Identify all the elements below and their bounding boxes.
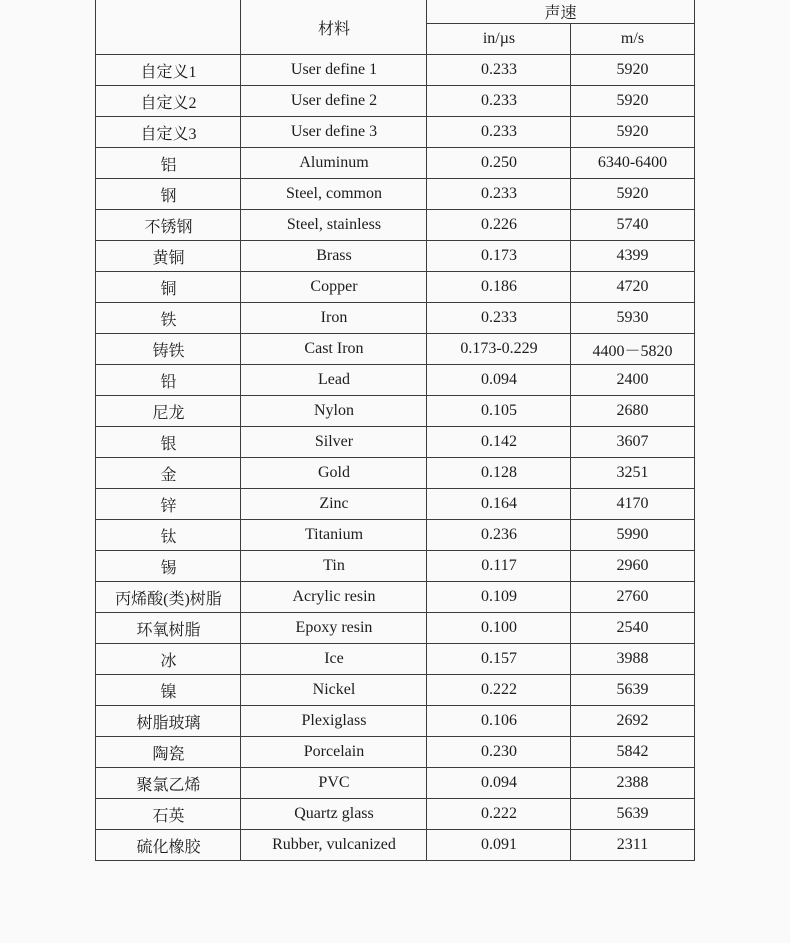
velocity-in-per-us: 0.100: [427, 613, 571, 644]
velocity-m-per-s: 2311: [571, 830, 694, 861]
material-name-en: Steel, stainless: [241, 210, 427, 241]
material-name-zh: 铅: [96, 365, 241, 396]
table-row: [96, 737, 694, 768]
material-name-zh: 硫化橡胶: [96, 830, 241, 861]
velocity-in-per-us: 0.142: [427, 427, 571, 458]
material-name-en: Rubber, vulcanized: [241, 830, 427, 861]
velocity-m-per-s: 5920: [571, 55, 694, 86]
material-name-en: Titanium: [241, 520, 427, 551]
velocity-m-per-s: 3251: [571, 458, 694, 489]
velocity-m-per-s: 5842: [571, 737, 694, 768]
material-name-zh: 银: [96, 427, 241, 458]
table-row: [96, 365, 694, 396]
material-name-zh: 钢: [96, 179, 241, 210]
material-name-en: Nylon: [241, 396, 427, 427]
velocity-m-per-s: 4399: [571, 241, 694, 272]
table-row: [96, 644, 694, 675]
table-row: [96, 799, 694, 830]
table-header: [96, 0, 694, 55]
velocity-in-per-us: 0.230: [427, 737, 571, 768]
table-row: [96, 768, 694, 799]
table-row: [96, 396, 694, 427]
material-name-en: Ice: [241, 644, 427, 675]
velocity-in-per-us: 0.105: [427, 396, 571, 427]
material-name-zh: 铁: [96, 303, 241, 334]
header-cell-material: 材料: [241, 0, 427, 55]
velocity-in-per-us: 0.117: [427, 551, 571, 582]
table-row: [96, 613, 694, 644]
velocity-m-per-s: 4400－5820: [571, 334, 694, 365]
header-cell-unit-in-us: in/µs: [427, 24, 571, 55]
velocity-m-per-s: 5990: [571, 520, 694, 551]
velocity-in-per-us: 0.222: [427, 675, 571, 706]
table-row: [96, 55, 694, 86]
material-name-en: PVC: [241, 768, 427, 799]
velocity-in-per-us: 0.173-0.229: [427, 334, 571, 365]
velocity-m-per-s: 2540: [571, 613, 694, 644]
material-name-zh: 丙烯酸(类)树脂: [96, 582, 241, 613]
table-row: [96, 582, 694, 613]
material-name-en: Tin: [241, 551, 427, 582]
table-body: [96, 55, 694, 861]
table-row: [96, 241, 694, 272]
velocity-in-per-us: 0.186: [427, 272, 571, 303]
velocity-in-per-us: 0.233: [427, 86, 571, 117]
velocity-m-per-s: 2388: [571, 768, 694, 799]
velocity-m-per-s: 5920: [571, 86, 694, 117]
velocity-m-per-s: 5639: [571, 799, 694, 830]
table-row: [96, 427, 694, 458]
table-row: [96, 458, 694, 489]
material-name-en: Copper: [241, 272, 427, 303]
velocity-in-per-us: 0.226: [427, 210, 571, 241]
table-row: [96, 334, 694, 365]
material-name-zh: 铝: [96, 148, 241, 179]
velocity-m-per-s: 3988: [571, 644, 694, 675]
material-name-en: Gold: [241, 458, 427, 489]
material-name-en: Brass: [241, 241, 427, 272]
table-row: [96, 830, 694, 861]
material-name-zh: 黄铜: [96, 241, 241, 272]
velocity-in-per-us: 0.233: [427, 303, 571, 334]
table-row: [96, 210, 694, 241]
material-name-en: User define 2: [241, 86, 427, 117]
material-name-zh: 锌: [96, 489, 241, 520]
material-name-zh: 石英: [96, 799, 241, 830]
header-cell-sound-velocity: 声速: [427, 0, 694, 24]
table-row: [96, 148, 694, 179]
velocity-m-per-s: 2960: [571, 551, 694, 582]
velocity-in-per-us: 0.128: [427, 458, 571, 489]
velocity-m-per-s: 4170: [571, 489, 694, 520]
material-name-en: Iron: [241, 303, 427, 334]
table-row: [96, 675, 694, 706]
material-name-en: Epoxy resin: [241, 613, 427, 644]
material-name-en: Cast Iron: [241, 334, 427, 365]
material-name-zh: 聚氯乙烯: [96, 768, 241, 799]
material-name-en: Aluminum: [241, 148, 427, 179]
material-name-zh: 锡: [96, 551, 241, 582]
velocity-m-per-s: 5920: [571, 179, 694, 210]
velocity-in-per-us: 0.233: [427, 179, 571, 210]
table-row: [96, 179, 694, 210]
velocity-m-per-s: 2692: [571, 706, 694, 737]
velocity-in-per-us: 0.091: [427, 830, 571, 861]
material-name-zh: 铸铁: [96, 334, 241, 365]
velocity-in-per-us: 0.173: [427, 241, 571, 272]
material-name-zh: 钛: [96, 520, 241, 551]
table-row: [96, 489, 694, 520]
velocity-in-per-us: 0.222: [427, 799, 571, 830]
velocity-in-per-us: 0.109: [427, 582, 571, 613]
velocity-in-per-us: 0.094: [427, 768, 571, 799]
header-cell-unit-m-s: m/s: [571, 24, 694, 55]
velocity-m-per-s: 6340-6400: [571, 148, 694, 179]
material-name-en: User define 1: [241, 55, 427, 86]
material-name-zh: 不锈钢: [96, 210, 241, 241]
velocity-m-per-s: 3607: [571, 427, 694, 458]
material-name-zh: 金: [96, 458, 241, 489]
velocity-m-per-s: 5740: [571, 210, 694, 241]
table-row: [96, 520, 694, 551]
header-cell-name-zh: [96, 0, 241, 55]
velocity-m-per-s: 5639: [571, 675, 694, 706]
velocity-in-per-us: 0.106: [427, 706, 571, 737]
material-name-zh: 尼龙: [96, 396, 241, 427]
material-name-en: Lead: [241, 365, 427, 396]
material-name-en: Nickel: [241, 675, 427, 706]
material-name-en: Quartz glass: [241, 799, 427, 830]
velocity-m-per-s: 2760: [571, 582, 694, 613]
velocity-in-per-us: 0.164: [427, 489, 571, 520]
velocity-in-per-us: 0.250: [427, 148, 571, 179]
material-name-zh: 环氧树脂: [96, 613, 241, 644]
velocity-in-per-us: 0.233: [427, 117, 571, 148]
table-row: [96, 303, 694, 334]
material-name-zh: 镍: [96, 675, 241, 706]
velocity-in-per-us: 0.233: [427, 55, 571, 86]
material-name-zh: 自定义3: [96, 117, 241, 148]
material-name-en: Porcelain: [241, 737, 427, 768]
material-name-en: Silver: [241, 427, 427, 458]
material-name-zh: 铜: [96, 272, 241, 303]
material-name-zh: 陶瓷: [96, 737, 241, 768]
material-name-en: User define 3: [241, 117, 427, 148]
table-row: [96, 86, 694, 117]
velocity-m-per-s: 2680: [571, 396, 694, 427]
material-name-en: Zinc: [241, 489, 427, 520]
table-row: [96, 706, 694, 737]
material-name-zh: 自定义2: [96, 86, 241, 117]
table-row: [96, 551, 694, 582]
velocity-m-per-s: 5920: [571, 117, 694, 148]
velocity-in-per-us: 0.094: [427, 365, 571, 396]
material-name-en: Steel, common: [241, 179, 427, 210]
material-name-zh: 冰: [96, 644, 241, 675]
material-name-zh: 树脂玻璃: [96, 706, 241, 737]
material-name-zh: 自定义1: [96, 55, 241, 86]
velocity-m-per-s: 2400: [571, 365, 694, 396]
velocity-in-per-us: 0.157: [427, 644, 571, 675]
table-row: [96, 272, 694, 303]
velocity-m-per-s: 4720: [571, 272, 694, 303]
material-name-en: Plexiglass: [241, 706, 427, 737]
velocity-m-per-s: 5930: [571, 303, 694, 334]
sound-velocity-table: [95, 0, 694, 861]
header-row-top: [96, 0, 694, 24]
material-name-en: Acrylic resin: [241, 582, 427, 613]
velocity-in-per-us: 0.236: [427, 520, 571, 551]
table-row: [96, 117, 694, 148]
